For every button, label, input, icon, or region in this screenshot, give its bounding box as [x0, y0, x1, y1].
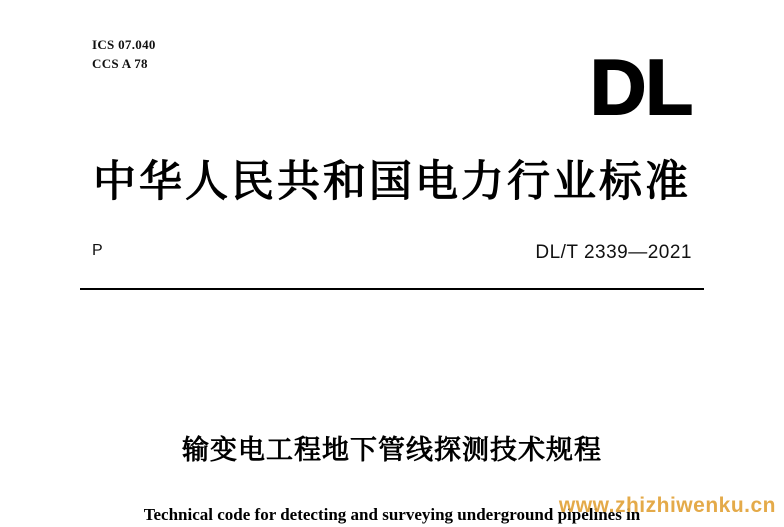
designation-row — [92, 242, 692, 272]
record-mark: P — [92, 242, 103, 259]
standard-number: DL/T 2339—2021 — [535, 242, 692, 263]
dl-logo: DL — [590, 43, 692, 131]
issuer-title: 中华人民共和国电力行业标准 — [93, 157, 691, 207]
ccs-code: CCS A 78 — [92, 55, 148, 71]
ics-classification-block — [92, 36, 156, 74]
document-title-english: Technical code for detecting and surveying underground pipelines in — [143, 505, 641, 524]
ics-code: ICS 07.040 — [92, 37, 156, 52]
horizontal-divider — [80, 288, 704, 290]
watermark-text: www.zhizhiwenku.cn — [558, 494, 776, 517]
document-title-chinese: 输变电工程地下管线探测技术规程 — [182, 435, 602, 466]
